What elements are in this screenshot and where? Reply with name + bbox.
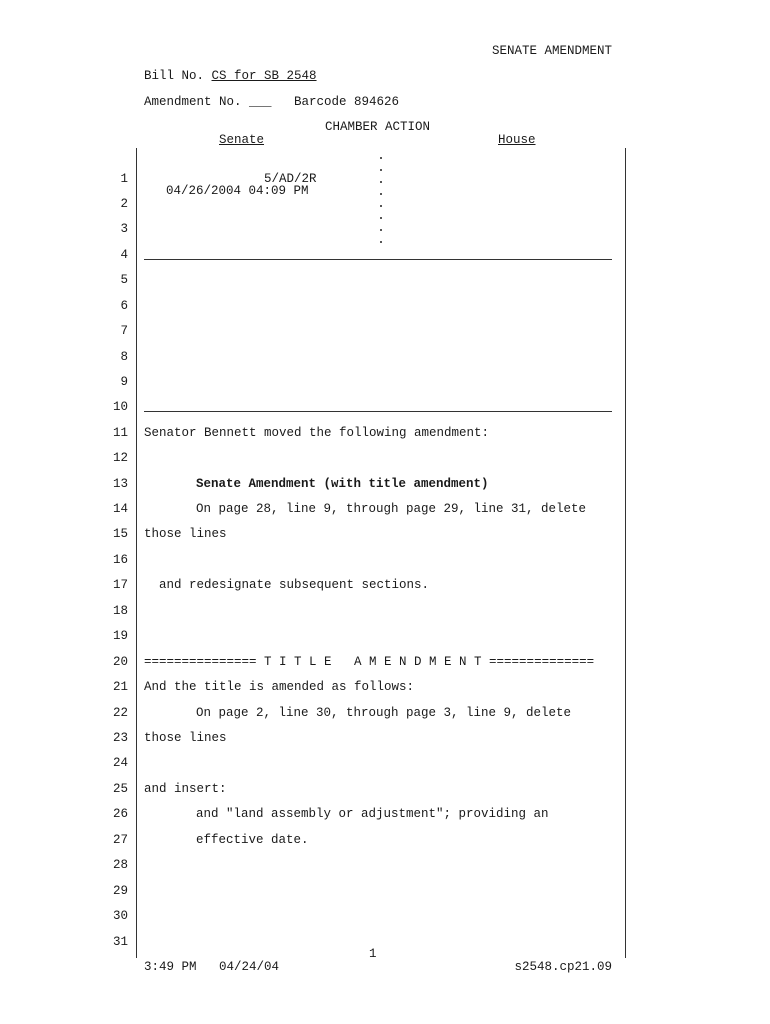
line-number: 9	[120, 375, 128, 389]
line-number: 3	[120, 222, 128, 236]
line-number: 11	[112, 426, 128, 440]
action-code: 5/AD/2R	[264, 172, 317, 186]
line-number: 12	[112, 451, 128, 465]
senate-column-label: Senate	[219, 133, 265, 147]
line-number: 7	[120, 324, 128, 338]
line-number: 4	[120, 248, 128, 262]
divider-dot	[380, 181, 383, 184]
line-number: 25	[112, 782, 128, 796]
line-number: 29	[112, 884, 128, 898]
line-number: 14	[112, 502, 128, 516]
divider-dot	[380, 205, 383, 208]
line-number: 30	[112, 909, 128, 923]
line-number: 18	[112, 604, 128, 618]
line-number: 15	[112, 527, 128, 541]
divider-dot	[380, 193, 383, 196]
title-amendment-banner: =============== T I T L E A M E N D M E N T ==============	[144, 655, 595, 669]
footer-file-id: s2548.cp21.09	[514, 960, 612, 974]
separator-rule-top	[144, 259, 612, 260]
line-number: 28	[112, 858, 128, 872]
line-number: 16	[112, 553, 128, 567]
divider-dot	[380, 217, 383, 220]
line-number: 1	[120, 172, 128, 186]
bill-number: CS for SB 2548	[211, 69, 317, 83]
line-number: 21	[112, 680, 128, 694]
title-instruction: On page 2, line 30, through page 3, line 9, delete	[196, 706, 572, 720]
divider-dot	[380, 169, 383, 172]
barcode: Barcode 894626	[294, 95, 400, 109]
bill-label: Bill No.	[144, 69, 212, 83]
line-number: 20	[112, 655, 128, 669]
line-number: 31	[112, 935, 128, 949]
insert-text-cont: effective date.	[196, 833, 309, 847]
line-number: 24	[112, 756, 128, 770]
title-amended-text: And the title is amended as follows:	[144, 680, 415, 694]
amendment-instruction: On page 28, line 9, through page 29, line 31, delete	[196, 502, 587, 516]
line-number: 6	[120, 299, 128, 313]
line-number: 10	[112, 400, 128, 414]
line-number: 27	[112, 833, 128, 847]
line-number: 8	[120, 350, 128, 364]
divider-dot	[380, 241, 383, 244]
insert-text: and "land assembly or adjustment"; providing an	[196, 807, 549, 821]
divider-dot	[380, 157, 383, 160]
left-margin-line	[136, 148, 137, 958]
separator-rule-bottom	[144, 411, 612, 412]
title-instruction-cont: those lines	[144, 731, 227, 745]
action-datetime: 04/26/2004 04:09 PM	[166, 184, 309, 198]
page-number: 1	[369, 947, 377, 961]
bill-number-line	[144, 69, 317, 83]
amendment-instruction-cont: those lines	[144, 527, 227, 541]
line-number: 17	[112, 578, 128, 592]
right-margin-line	[625, 148, 626, 958]
line-number: 23	[112, 731, 128, 745]
insert-label: and insert:	[144, 782, 227, 796]
line-number: 13	[112, 477, 128, 491]
amendment-number: Amendment No. ___	[144, 95, 272, 109]
house-column-label: House	[498, 133, 536, 147]
footer-timestamp: 3:49 PM 04/24/04	[144, 960, 280, 974]
line-number: 19	[112, 629, 128, 643]
divider-dot	[380, 229, 383, 232]
line-number: 2	[120, 197, 128, 211]
line-number: 5	[120, 273, 128, 287]
amendment-heading: Senate Amendment (with title amendment)	[196, 477, 489, 491]
amendment-title: SENATE AMENDMENT	[491, 44, 612, 58]
chamber-action-heading: CHAMBER ACTION	[325, 120, 431, 134]
line-number: 22	[112, 706, 128, 720]
motion-text: Senator Bennett moved the following amendment:	[144, 426, 490, 440]
redesignate-text: and redesignate subsequent sections.	[159, 578, 430, 592]
line-number: 26	[112, 807, 128, 821]
